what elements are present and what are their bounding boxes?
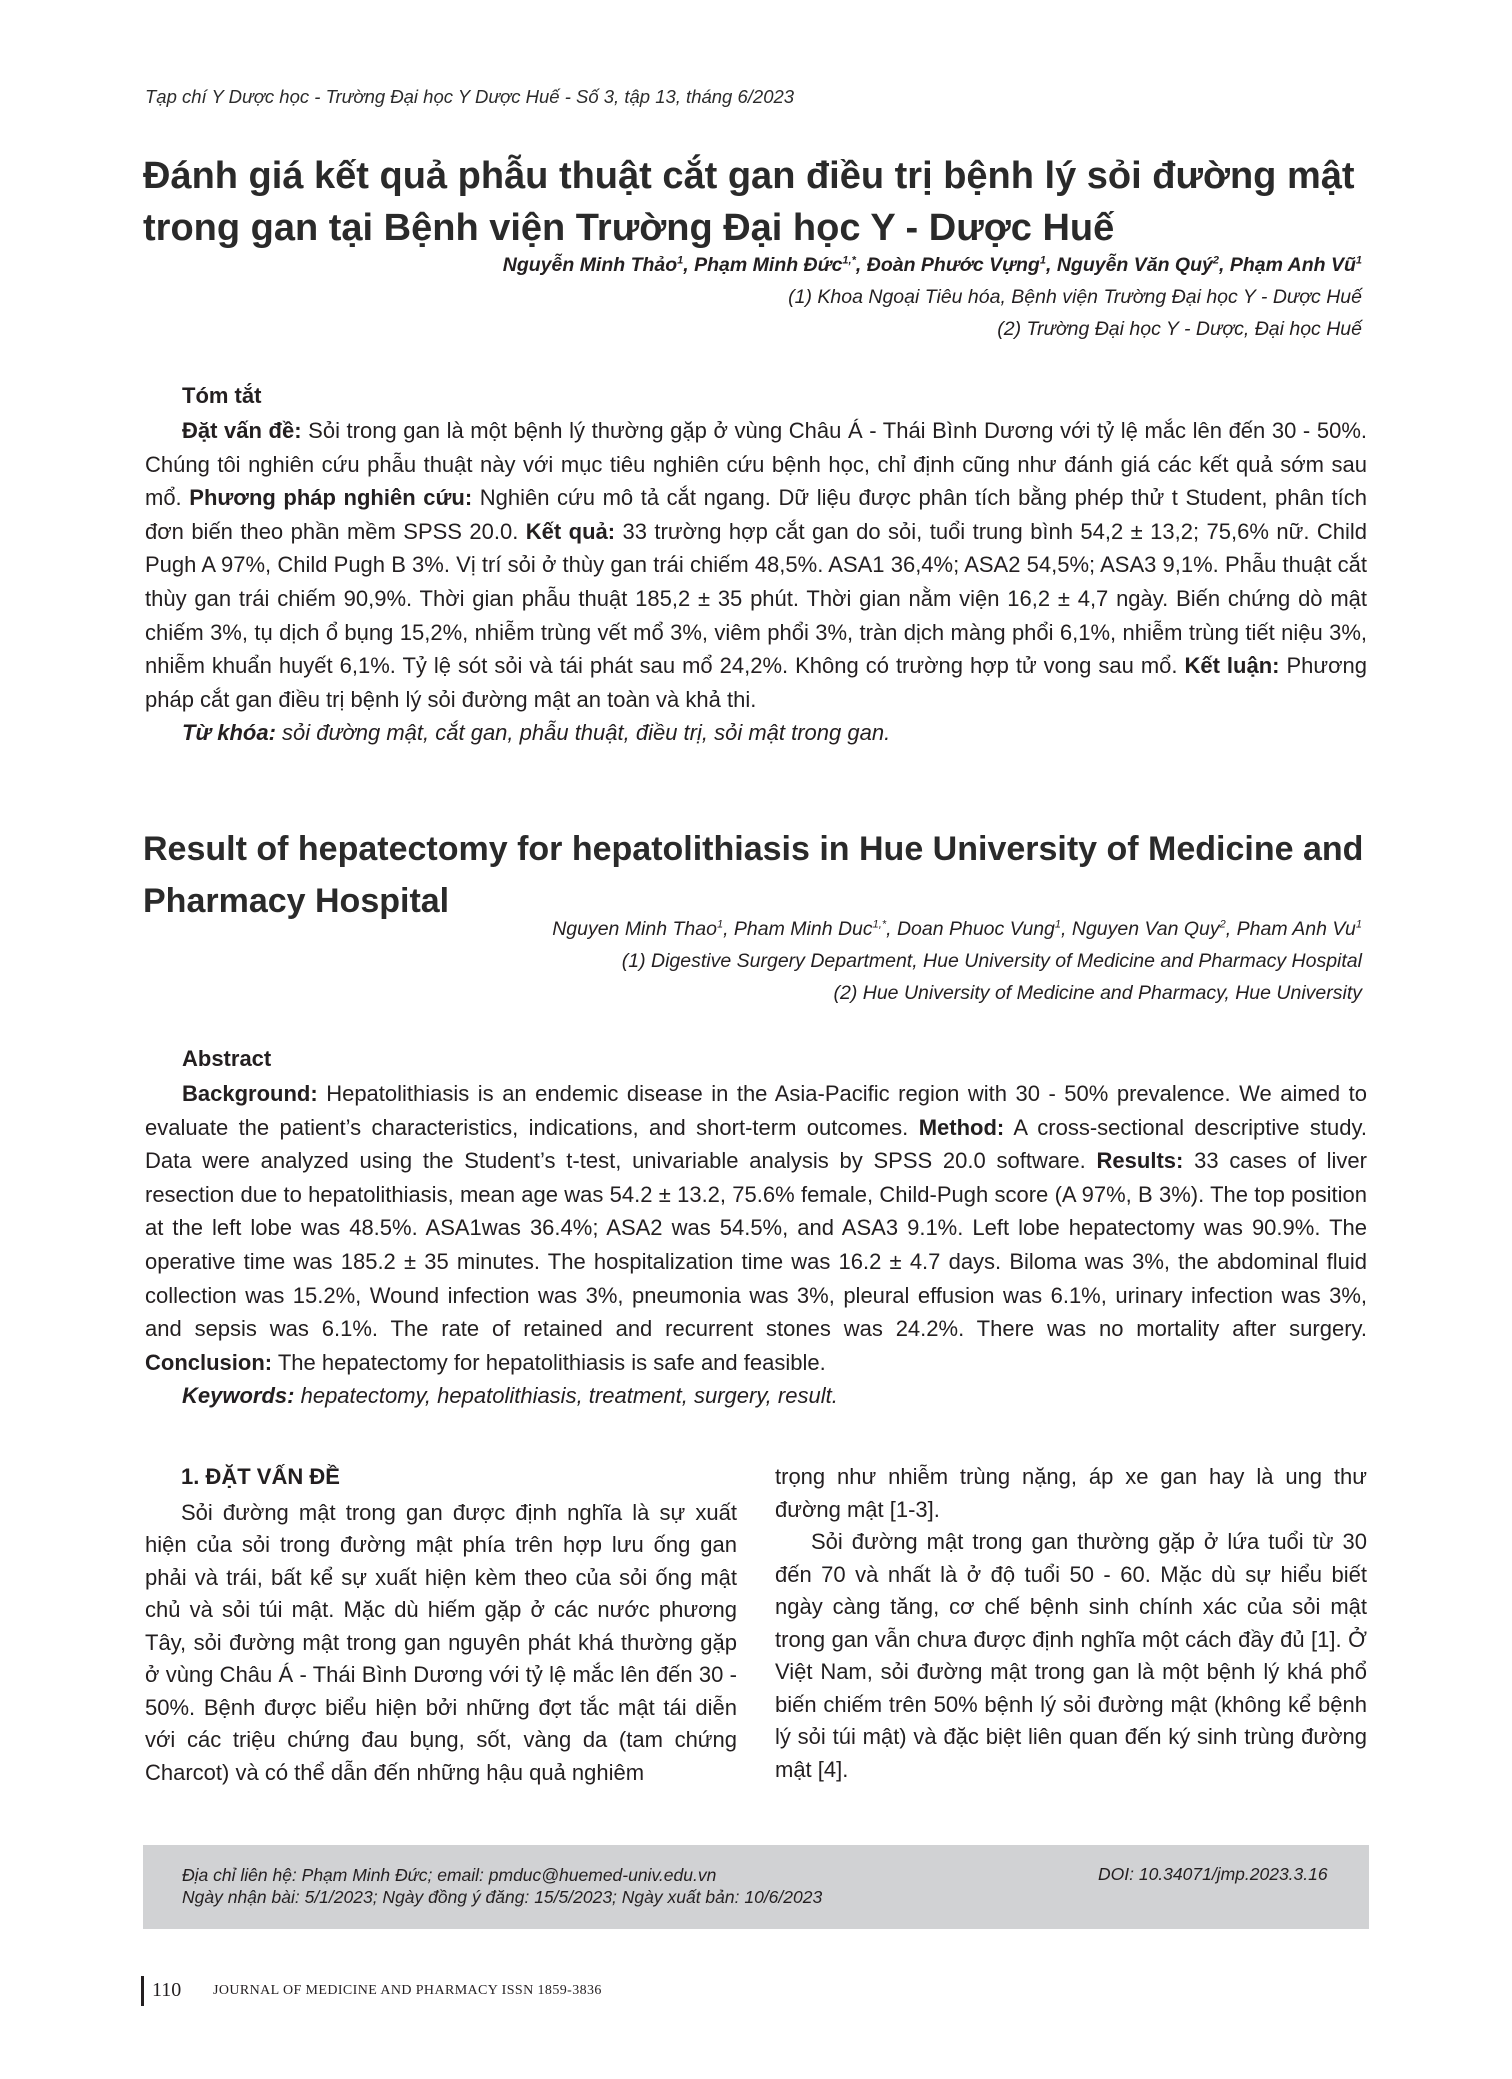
- vietnamese-abstract: [145, 414, 1367, 750]
- section-title: 1. ĐẶT VẤN ĐỀ: [181, 1464, 340, 1489]
- body-column-left: [145, 1461, 737, 1789]
- body-paragraph: trọng như nhiễm trùng nặng, áp xe gan hay là ung thư đường mật [1-3].: [775, 1464, 1367, 1522]
- doi: DOI: 10.34071/jmp.2023.3.16: [1098, 1864, 1328, 1884]
- english-title: Result of hepatectomy for hepatolithiasis in Hue University of Medicine and Pharmacy Hospital: [143, 830, 1364, 920]
- author: Nguyen Van Quy$^2$,: [1071, 918, 1237, 940]
- vietnamese-authors: [503, 254, 1362, 277]
- vietnamese-affiliation-1: (1) Khoa Ngoại Tiêu hóa, Bệnh viện Trường Đại học Y - Dược Huế: [788, 286, 1362, 308]
- author: Pham Minh Duc$^{1,*}$,: [733, 918, 897, 940]
- summary-heading: Tóm tắt: [182, 383, 262, 408]
- dates-line: Ngày nhận bài: 5/1/2023; Ngày đồng ý đăng: 15/5/2023; Ngày xuất bản: 10/6/2023: [182, 1887, 823, 1907]
- abstract-heading: Abstract: [182, 1046, 272, 1071]
- english-affiliation-1: (1) Digestive Surgery Department, Hue University of Medicine and Pharmacy Hospital: [621, 950, 1362, 972]
- abstract-paragraph: Background: Hepatolithiasis is an endemic disease in the Asia-Pacific region with 30 - 50% prevalence. We aimed to evaluate the patient’s characteristics, indications, and short-term outcomes. Method: A cross-sectional descriptive study. Data were analyzed using the Student’s t-test, univariable analysis by SPSS 20.0 software. Results: 33 cases of liver resection due to hepatolithiasis, mean age was 54.2 ± 13.2, 75.6% female, Child-Pugh score (A 97%, B 3%). The top position at the left lobe was 48.5%. ASA1was 36.4%; ASA2 was 54.5%, and ASA3 9.1%. Left lobe hepatectomy was 90.9%. The operative time was 185.2 ± 35 minutes. The hospitalization time was 16.2 ± 4.7 days. Biloma was 3%, the abdominal fluid collection was 15.2%, Wound infection was 3%, pneumonia was 3%, pleural effusion was 6.1%, urinary infection was 3%, and sepsis was 6.1%. The rate of retained and recurrent stones was 24.2%. There was no mortality after surgery. Conclusion: The hepatectomy for hepatolithiasis is safe and feasible.: [145, 1081, 1367, 1375]
- keywords: Keywords: hepatectomy, hepatolithiasis, treatment, surgery, result.: [182, 1383, 838, 1409]
- contact-line: Địa chỉ liên hệ: Phạm Minh Đức; email: pmduc@huemed-univ.edu.vn: [182, 1865, 717, 1885]
- body-paragraph: Sỏi đường mật trong gan thường gặp ở lứa tuổi từ 30 đến 70 và nhất là ở độ tuổi 50 - 60. Mặc dù sự hiểu biết ngày càng tăng, cơ chế bệnh sinh chính xác của sỏi mật trong gan vẫn chưa được định nghĩa một cách đầy đủ [1]. Ở Việt Nam, sỏi đường mật trong gan là một bệnh lý khá phổ biến chiếm trên 50% bệnh lý sỏi đường mật (không kể bệnh lý sỏi túi mật) và đặc biệt liên quan đến ký sinh trùng đường mật [4].: [775, 1529, 1367, 1782]
- author: Phạm Minh Đức$^{1,*}$,: [694, 254, 867, 276]
- contact-info: [182, 1864, 822, 1908]
- english-affiliation-2: (2) Hue University of Medicine and Pharmacy, Hue University: [833, 982, 1362, 1004]
- journal-header: Tạp chí Y Dược học - Trường Đại học Y Dược Huế - Số 3, tập 13, tháng 6/2023: [145, 86, 795, 107]
- english-authors: [552, 918, 1362, 941]
- journal-name-footer: JOURNAL OF MEDICINE AND PHARMACY ISSN 1859-3836: [213, 1983, 602, 1998]
- page-marker-bar: [141, 1976, 144, 2006]
- body-column-right: [775, 1461, 1367, 1786]
- vietnamese-title: Đánh giá kết quả phẫu thuật cắt gan điều trị bệnh lý sỏi đường mật trong gan tại Bệnh viện Trường Đại học Y - Dược Huế: [143, 155, 1355, 249]
- body-paragraph: Sỏi đường mật trong gan được định nghĩa là sự xuất hiện của sỏi trong đường mật phía trên hợp lưu ống gan phải và trái, bất kể sự xuất hiện kèm theo của sỏi ống mật chủ và sỏi túi mật. Mặc dù hiếm gặp ở các nước phương Tây, sỏi đường mật trong gan nguyên phát khá thường gặp ở vùng Châu Á - Thái Bình Dương với tỷ lệ mắc lên đến 30 - 50%. Bệnh được biểu hiện bởi những đợt tắc mật tái diễn với các triệu chứng đau bụng, sốt, vàng da (tam chứng Charcot) và có thể dẫn đến những hậu quả nghiêm: [145, 1499, 737, 1785]
- vietnamese-affiliation-2: (2) Trường Đại học Y - Dược, Đại học Huế: [997, 318, 1362, 340]
- author: Đoàn Phước Vựng$^1$,: [866, 254, 1057, 276]
- author: Doan Phuoc Vung$^1$,: [896, 918, 1072, 940]
- author: Nguyen Minh Thao$^1$,: [552, 918, 734, 940]
- abstract-paragraph: Đặt vấn đề: Sỏi trong gan là một bệnh lý thường gặp ở vùng Châu Á - Thái Bình Dương với tỷ lệ mắc lên đến 30 - 50%. Chúng tôi nghiên cứu phẫu thuật này với mục tiêu nghiên cứu bệnh học, chỉ định cũng như đánh giá các kết quả sớm sau mổ. Phương pháp nghiên cứu: Nghiên cứu mô tả cắt ngang. Dữ liệu được phân tích bằng phép thử t Student, phân tích đơn biến theo phần mềm SPSS 20.0. Kết quả: 33 trường hợp cắt gan do sỏi, tuổi trung bình 54,2 ± 13,2; 75,6% nữ. Child Pugh A 97%, Child Pugh B 3%. Vị trí sỏi ở thùy gan trái chiếm 48,5%. ASA1 36,4%; ASA2 54,5%; ASA3 9,1%. Phẫu thuật cắt thùy gan trái chiếm 90,9%. Thời gian phẫu thuật 185,2 ± 35 phút. Thời gian nằm viện 16,2 ± 4,7 ngày. Biến chứng dò mật chiếm 3%, tụ dịch ổ bụng 15,2%, nhiễm trùng vết mổ 3%, viêm phổi 3%, tràn dịch màng phổi 6,1%, nhiễm trùng tiết niệu 3%, nhiễm khuẩn huyết 6,1%. Tỷ lệ sót sỏi và tái phát sau mổ 24,2%. Không có trường hợp tử vong sau mổ. Kết luận: Phương pháp cắt gan điều trị bệnh lý sỏi đường mật an toàn và khả thi.: [145, 418, 1367, 712]
- author: Pham Anh Vu$^1$: [1236, 918, 1362, 940]
- author: Nguyễn Văn Quý$^2$,: [1056, 254, 1230, 276]
- page-number: 110: [152, 1979, 182, 2001]
- english-abstract: [145, 1077, 1367, 1413]
- keywords: Từ khóa: sỏi đường mật, cắt gan, phẫu thuật, điều trị, sỏi mật trong gan.: [182, 720, 891, 746]
- author: Nguyễn Minh Thảo$^1$,: [502, 254, 695, 276]
- author: Phạm Anh $Vũ^1$: [1229, 254, 1362, 276]
